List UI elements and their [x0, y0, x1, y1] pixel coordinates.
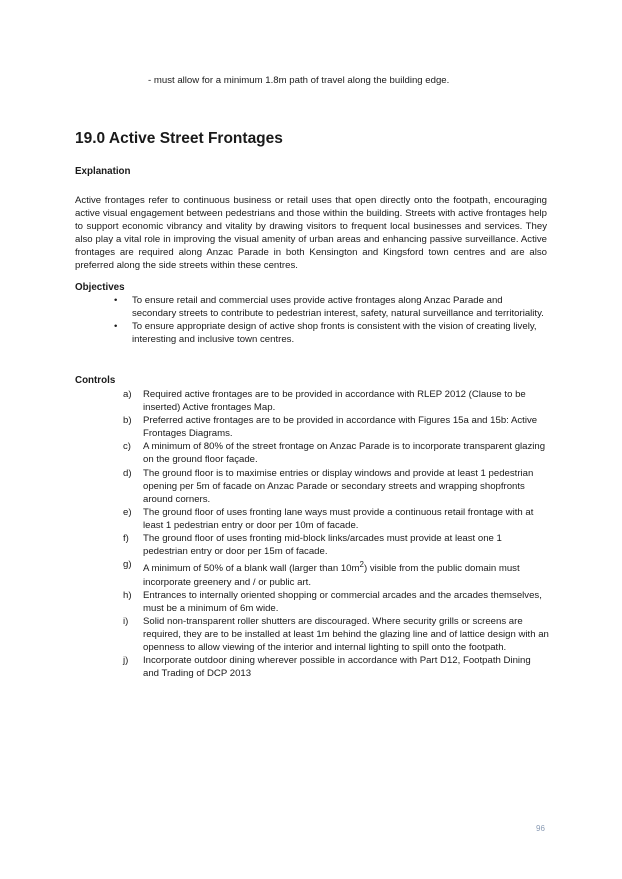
section-title: 19.0 Active Street Frontages — [75, 130, 283, 147]
control-marker: j) — [123, 655, 129, 667]
controls-heading: Controls — [75, 375, 116, 386]
explanation-paragraph: Active frontages refer to continuous business or retail uses that open directly onto the footpath, encouraging active visual engagement between pedestrians and those within the building. Streets with active frontages help to support economic vibrancy and vitality by drawing visitors to frequent local businesses and services. They also play a vital role in improving the visual amenity of urban areas and enhancing passive surveillance. Active frontages are required along Anzac Parade in both Kensington and Kingsford town centres and are also preferred along the side streets within these centres. — [75, 195, 547, 272]
control-marker: h) — [123, 589, 132, 601]
control-marker: i) — [123, 615, 129, 627]
control-item — [123, 589, 549, 615]
bullet-icon: • — [114, 295, 118, 306]
objective-item — [111, 320, 549, 346]
control-item — [123, 440, 549, 466]
control-text: Solid non-transparent roller shutters are discouraged. Where security grills or screens are required, they are to be installed at least 1m behind the glazing line and of lattice design with an openness to allow viewing of the interior and internal lighting to spill onto the footpath. — [143, 615, 549, 653]
control-item — [123, 615, 549, 654]
control-text: Preferred active frontages are to be provided in accordance with Figures 15a and 15b: Active Frontages Diagrams. — [143, 415, 538, 440]
bullet-icon: • — [114, 321, 118, 333]
controls-list — [123, 388, 549, 680]
control-marker: e) — [123, 506, 132, 518]
control-marker: c) — [123, 441, 131, 453]
superscript-text: 2 — [359, 560, 364, 570]
control-item — [123, 558, 549, 588]
control-text: A minimum of 80% of the street frontage on Anzac Parade is to incorporate transparent glazing on the ground floor façade. — [143, 441, 546, 466]
objective-text: To ensure appropriate design of active shop fronts is consistent with the vision of creating lively, interesting and inclusive town centres. — [132, 321, 537, 346]
control-text: The ground floor of uses fronting mid-block links/arcades must provide at least one 1 pedestrian entry or door per 15m of facade. — [143, 533, 502, 558]
continued-text-line: - must allow for a minimum 1.8m path of travel along the building edge. — [148, 75, 450, 86]
control-item — [123, 532, 549, 558]
control-text: The ground floor is to maximise entries or display windows and provide at least 1 pedestrian opening per 5m of facade on Anzac Parade or secondary streets and wrapping shopfronts around corners. — [143, 467, 534, 505]
control-marker: g) — [123, 559, 132, 571]
objective-item — [111, 294, 549, 320]
control-marker: b) — [123, 415, 132, 427]
control-marker: f) — [123, 533, 129, 545]
control-text: The ground floor of uses fronting lane ways must provide a continuous retail frontage with at least 1 pedestrian entry or door per 10m of facade. — [143, 506, 534, 531]
objectives-heading: Objectives — [75, 282, 125, 293]
control-item — [123, 467, 549, 506]
control-item — [123, 654, 549, 680]
page-number: 96 — [536, 824, 545, 833]
control-marker: d) — [123, 467, 132, 479]
control-text: Required active frontages are to be provided in accordance with RLEP 2012 (Clause to be inserted) Active frontages Map. — [143, 389, 526, 414]
control-item — [123, 414, 549, 440]
control-text-before: A minimum of 50% of a blank wall (larger than 10m — [143, 563, 360, 575]
control-text: Entrances to internally oriented shopping or commercial arcades and the arcades themselves, must be a minimum of 6m wide. — [143, 589, 542, 614]
control-item — [123, 388, 549, 414]
objective-text: To ensure retail and commercial uses provide active frontages along Anzac Parade and secondary streets to contribute to pedestrian interest, safety, natural surveillance and territoriality. — [132, 295, 544, 320]
control-marker: a) — [123, 389, 132, 400]
control-item — [123, 506, 549, 532]
control-text-after: ) visible from the public domain must incorporate greenery and / or public art. — [143, 563, 520, 588]
control-text: Incorporate outdoor dining wherever possible in accordance with Part D12, Footpath Dining and Trading of DCP 2013 — [143, 655, 531, 680]
explanation-heading: Explanation — [75, 166, 131, 177]
objectives-list — [111, 294, 549, 346]
